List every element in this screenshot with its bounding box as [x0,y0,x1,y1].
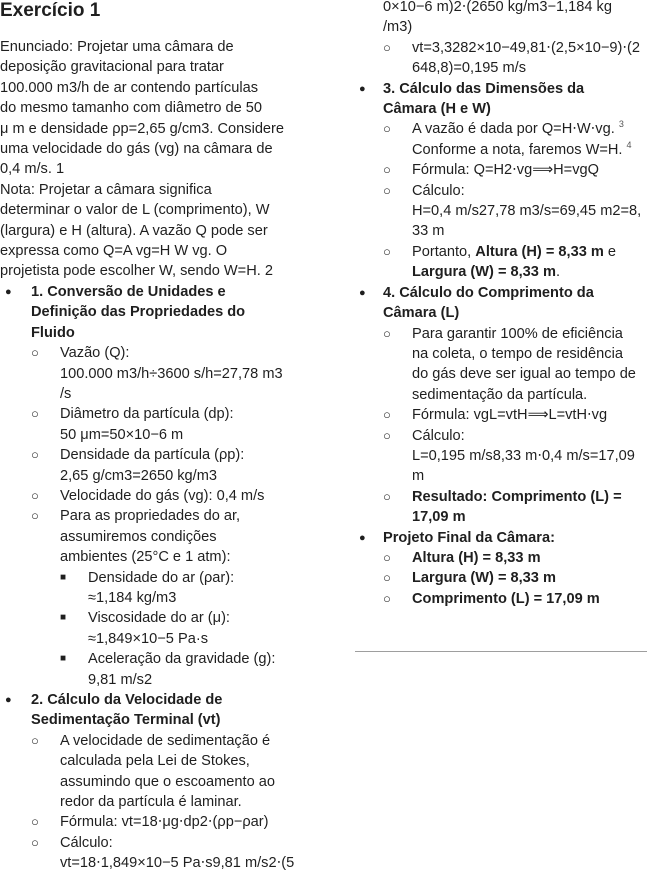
intro-line: expressa como Q=A vg=H W vg. O [0,243,228,260]
circle-bullet-icon: ○ [383,590,391,606]
item-line: Aceleração da gravidade (g): [88,651,276,668]
item-line [412,242,647,262]
circle-bullet-icon: ○ [383,39,391,55]
height-result: Altura (H) = 8,33 m [475,243,604,260]
section-4 [355,283,647,324]
item-line: Velocidade do gás (vg): 0,4 m/s [60,487,265,504]
item-line: Cálculo: [412,427,465,444]
item-line: 100.000 m3/h÷3600 s/h=27,78 m3 [60,365,283,382]
footnote-ref[interactable]: 4 [626,139,632,150]
section-title-line: 4. Cálculo do Comprimento da [383,284,594,301]
section-title-line: 3. Cálculo das Dimensões da [383,80,585,97]
circle-bullet-icon: ○ [31,345,39,361]
item-line: assumindo que o escoamento ao [60,773,275,790]
circle-bullet-icon: ○ [31,406,39,422]
circle-bullet-icon: ○ [383,121,391,137]
item-line: 0×10−6 m)2⋅(2650 kg/m3−1,184 kg [383,0,612,15]
disc-bullet-icon: ● [359,82,366,95]
list-item [355,38,647,79]
item-line: vt=18⋅1,849×10−5 Pa⋅s9,81 m/s2⋅(5 [60,855,295,872]
section-title-line: 2. Cálculo da Velocidade de [31,692,223,708]
item-line: Para garantir 100% de eficiência [412,325,623,342]
intro-line: μ m e densidade ρp=2,65 g/cm3. Considere [0,120,285,137]
square-bullet-icon: ■ [60,612,67,624]
item-text: e [607,243,617,260]
intro-statement [0,37,310,180]
item-line: na coleta, o tempo de residência [412,345,623,362]
item-line [412,119,647,139]
list-item-continued [355,0,647,38]
item-text: A vazão é dada por Q=H⋅W⋅vg. [412,121,615,138]
item-line: redor da partícula é laminar. [60,794,242,811]
square-bullet-icon: ■ [60,653,67,665]
intro-note [0,180,310,282]
item-line: sedimentação da partícula. [412,386,588,403]
section-list [0,282,310,874]
circle-bullet-icon: ○ [383,162,391,178]
item-line: Viscosidade do ar (μ): [88,610,230,627]
list-item [0,649,310,690]
square-bullet-icon: ■ [60,571,67,583]
list-item [0,404,310,445]
item-line [412,140,647,160]
list-item [0,833,310,874]
final-height: Altura (H) = 8,33 m [412,549,541,566]
item-line: Cálculo: [412,182,465,199]
list-item [355,160,647,180]
item-line: H=0,4 m/s27,78 m3/s=69,45 m2=8, [412,203,642,220]
section-title-line: Sedimentação Terminal (vt) [31,712,221,729]
list-item [355,548,647,568]
list-item [0,486,310,506]
item-line: Vazão (Q): [60,345,130,362]
circle-bullet-icon: ○ [31,814,39,830]
item-line: do gás deve ser igual ao tempo de [412,366,636,383]
item-line: Fórmula: vgL=vtH⟹L=vtH⋅vg [412,407,608,424]
section-3-title [383,79,647,120]
list-item [355,426,647,487]
item-line: ≈1,184 kg/m3 [88,589,177,606]
intro-line: projetista pode escolher W, sendo W=H. 2 [0,263,273,280]
item-line: A velocidade de sedimentação é [60,732,271,749]
circle-bullet-icon: ○ [31,834,39,850]
section-3 [355,79,647,120]
list-item [0,506,310,567]
item-line [412,262,647,282]
item-line: calculada pela Lei de Stokes, [60,753,250,770]
right-column [355,0,647,609]
item-line: assumiremos condições [60,528,217,545]
item-line: L=0,195 m/s8,33 m⋅0,4 m/s=17,09 [412,447,635,464]
circle-bullet-icon: ○ [383,488,391,504]
disc-bullet-icon: ● [5,285,12,298]
circle-bullet-icon: ○ [383,407,391,423]
circle-bullet-icon: ○ [383,427,391,443]
width-result: Largura (W) = 8,33 m [412,264,556,281]
item-line: 9,81 m/s2 [88,671,153,688]
item-line: 50 μm=50×10−6 m [60,426,184,443]
divider [355,651,647,652]
section-2-title [31,690,310,731]
item-line: Densidade da partícula (ρp): [60,447,245,464]
left-column [0,0,310,874]
section-title-line: Câmara (L) [383,305,460,322]
intro-line: do mesmo tamanho com diâmetro de 50 [0,100,263,117]
item-line: Para as propriedades do ar, [60,508,241,525]
list-item [355,487,647,528]
intro-line: (largura) e H (altura). A vazão Q pode ser [0,222,268,239]
list-item [0,445,310,486]
item-line: Cálculo: [60,834,113,851]
section-1-title [31,282,310,343]
list-item [355,119,647,160]
list-item [355,324,647,406]
circle-bullet-icon: ○ [383,243,391,259]
section-list-continued [355,0,647,609]
intro-line: Nota: Projetar a câmara significa [0,181,212,198]
item-line: /m3) [383,19,413,36]
page-title: Exercício 1 [0,0,101,21]
intro-line: deposição gravitacional para tratar [0,59,224,76]
item-line: /s [60,385,72,402]
intro-line: determinar o valor de L (comprimento), W [0,202,270,219]
item-text: . [555,264,561,281]
section-title-line: Definição das Propriedades do [31,304,246,321]
final-length: Comprimento (L) = 17,09 m [412,590,600,607]
intro-line: uma velocidade do gás (vg) na câmara de [0,141,273,158]
disc-bullet-icon: ● [5,694,12,706]
circle-bullet-icon: ○ [383,182,391,198]
section-4-title [383,283,647,324]
list-item [0,608,310,649]
list-item [0,731,310,813]
item-line: ≈1,849×10−5 Pa·s [88,630,208,647]
circle-bullet-icon: ○ [383,325,391,341]
item-line: Fórmula: Q=H2⋅vg⟹H=vgQ [412,162,599,179]
final-design [355,528,647,548]
item-text: Portanto, [412,243,472,260]
circle-bullet-icon: ○ [383,570,391,586]
item-line: Fórmula: vt=18⋅μg⋅dp2⋅(ρp−ρar) [60,814,269,831]
section-title-line: 1. Conversão de Unidades e [31,283,226,300]
item-line: Densidade do ar (ρar): [88,569,235,586]
intro-line: 0,4 m/s. 1 [0,161,65,178]
section-2 [0,690,310,731]
circle-bullet-icon: ○ [31,508,39,524]
length-result: Resultado: Comprimento (L) = [412,488,622,505]
circle-bullet-icon: ○ [31,487,39,503]
intro-line: Enunciado: Projetar uma câmara de [0,39,234,55]
list-item [355,589,647,609]
disc-bullet-icon: ● [359,531,366,544]
list-item [355,405,647,425]
section-title-line: Fluido [31,324,75,341]
item-line: ambientes (25°C e 1 atm): [60,549,231,566]
item-line: 648,8)=0,195 m/s [412,60,526,77]
list-item [0,568,310,609]
section-title-line: Câmara (H e W) [383,101,491,118]
circle-bullet-icon: ○ [31,732,39,748]
item-line: 2,65 g/cm3=2650 kg/m3 [60,467,217,484]
item-line: m [412,468,425,485]
list-item [0,812,310,832]
disc-bullet-icon: ● [359,286,366,299]
length-result: 17,09 m [412,509,466,526]
list-item [355,568,647,588]
intro-line: 100.000 m3/h de ar contendo partículas [0,79,258,96]
item-line: Diâmetro da partícula (dp): [60,406,234,423]
final-width: Largura (W) = 8,33 m [412,570,556,587]
list-item [0,343,310,404]
final-design-title: Projeto Final da Câmara: [383,529,555,546]
circle-bullet-icon: ○ [383,549,391,565]
circle-bullet-icon: ○ [31,447,39,463]
item-text: Conforme a nota, faremos W=H. [412,141,623,158]
item-line: vt=3,3282×10−49,81⋅(2,5×10−9)⋅(2 [412,39,640,56]
list-item [355,181,647,242]
item-line: 33 m [412,223,445,240]
section-1 [0,282,310,343]
footnote-ref[interactable]: 3 [618,119,624,130]
list-item [355,242,647,283]
